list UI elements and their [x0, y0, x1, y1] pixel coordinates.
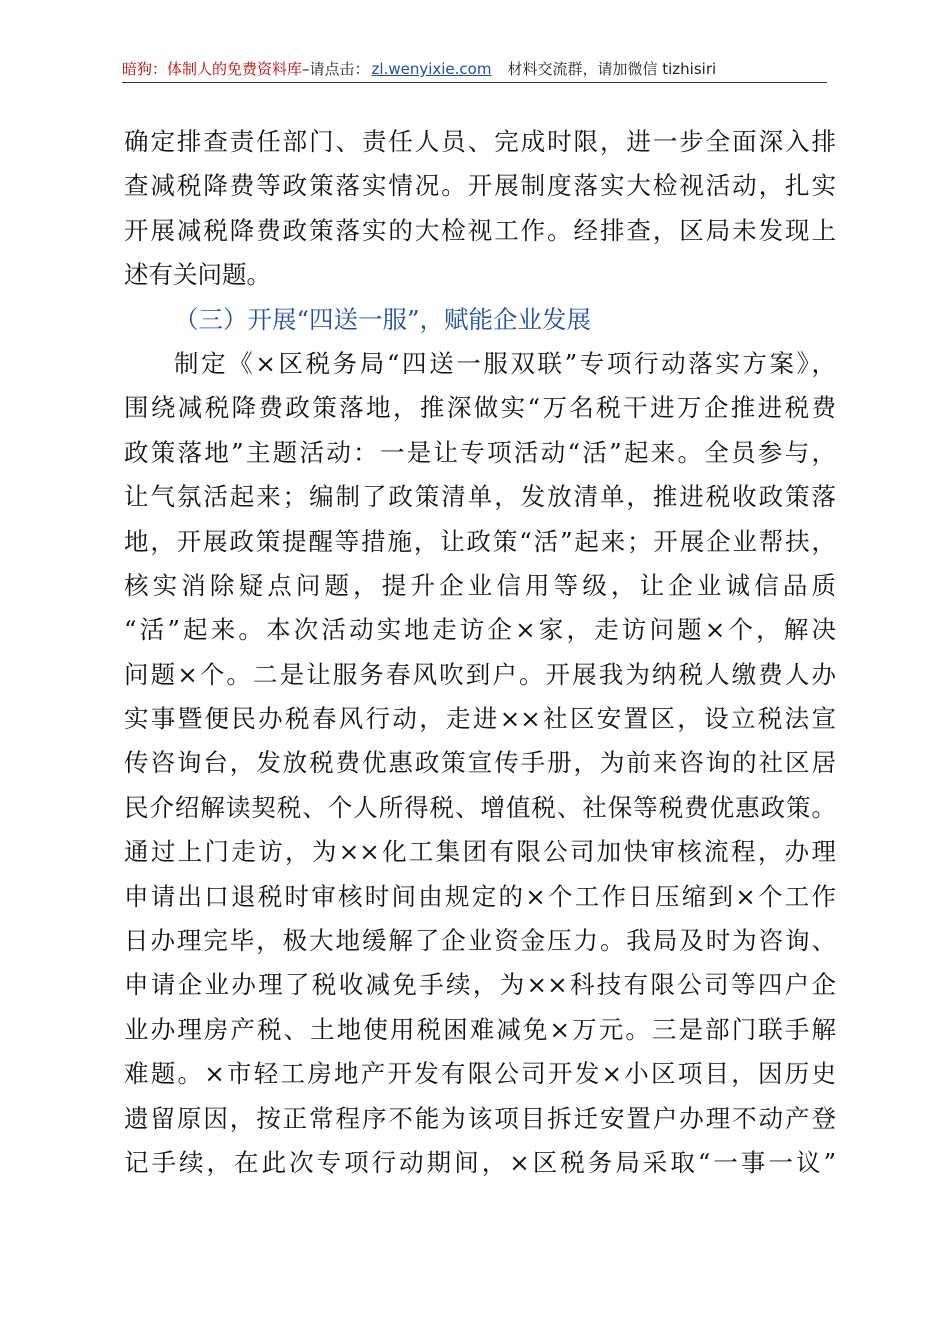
paragraph-line: 查减税降费等政策落实情况。开展制度落实大检视活动，扎实 [124, 171, 836, 201]
header-click-prompt: –请点击： [302, 60, 370, 78]
paragraph-line: “活”起来。本次活动实地走访企×家，走访问题×个，解决 [124, 615, 836, 645]
paragraph-line: 实事暨便民办税春风行动，走进××社区安置区，设立税法宣 [124, 704, 836, 734]
paragraph-line: 业办理房产税、土地使用税困难减免×万元。三是部门联手解 [124, 1014, 836, 1044]
paragraph-line: 确定排查责任部门、责任人员、完成时限，进一步全面深入排 [124, 127, 836, 156]
body-text [124, 120, 836, 1185]
paragraph-line: 问题×个。二是让服务春风吹到户。开展我为纳税人缴费人办 [124, 659, 836, 689]
paragraph-line: 记手续，在此次专项行动期间，×区税务局采取“一事一议” [124, 1147, 836, 1177]
paragraph-line: 政策落地”主题活动：一是让专项活动“活”起来。全员参与， [124, 437, 836, 467]
paragraph-line: 围绕减税降费政策落地，推深做实“万名税干进万企推进税费 [124, 393, 836, 423]
header-site-name: 暗狗：体制人的免费资料库 [122, 60, 303, 78]
paragraph-line: 核实消除疑点问题，提升企业信用等级，让企业诚信品质 [124, 570, 836, 600]
paragraph-line: 让气氛活起来；编制了政策清单，发放清单，推进税收政策落 [124, 482, 836, 512]
paragraph-line: 通过上门走访，为××化工集团有限公司加快审核流程，办理 [124, 837, 836, 867]
paragraph-line: 开展减税降费政策落实的大检视工作。经排查，区局未发现上 [124, 215, 836, 245]
header-wechat-note: 材料交流群，请加微信 tizhisiri [507, 60, 717, 78]
paragraph-line: 地，开展政策提醒等措施，让政策“活”起来；开展企业帮扶， [124, 526, 836, 556]
paragraph-line: 制定《×区税务局“四送一服双联”专项行动落实方案》， [174, 348, 836, 378]
paragraph-line: 日办理完毕，极大地缓解了企业资金压力。我局及时为咨询、 [124, 926, 836, 956]
header-link[interactable]: zl.wenyixie.com [371, 60, 492, 78]
paragraph-line: 遗留原因，按正常程序不能为该项目拆迁安置户办理不动产登 [124, 1103, 836, 1133]
paragraph-line: 申请出口退税时审核时间由规定的×个工作日压缩到×个工作 [124, 881, 836, 911]
paragraph-line: 述有关问题。 [124, 260, 271, 290]
paragraph-line: 传咨询台，发放税费优惠政策宣传手册，为前来咨询的社区居 [124, 748, 836, 778]
section-heading: （三）开展“四送一服”，赋能企业发展 [174, 304, 592, 334]
paragraph-line: 难题。×市轻工房地产开发有限公司开发×小区项目，因历史 [124, 1059, 836, 1089]
paragraph-line: 申请企业办理了税收减免手续，为××科技有限公司等四户企 [124, 970, 836, 1000]
page-header [122, 56, 827, 82]
header-divider [122, 82, 827, 83]
paragraph-line: 民介绍解读契税、个人所得税、增值税、社保等税费优惠政策。 [124, 792, 836, 822]
